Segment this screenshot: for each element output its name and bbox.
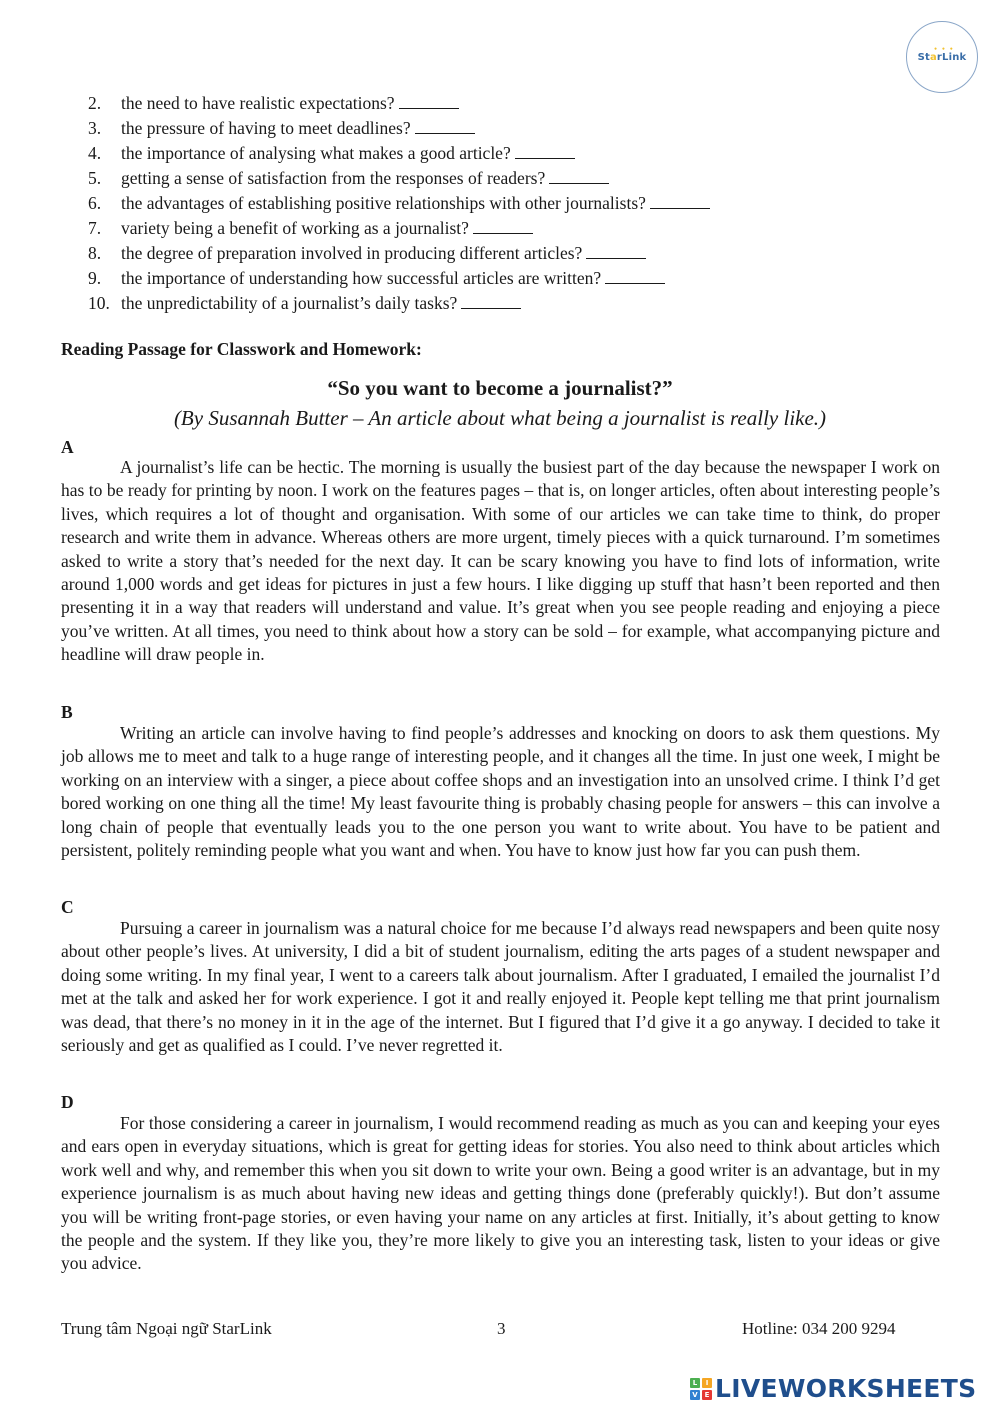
question-number: 5. <box>88 168 102 188</box>
question-number: 4. <box>88 143 102 163</box>
footer-center-name: Trung tâm Ngoại ngữ StarLink <box>61 1319 272 1338</box>
paragraph-label-b: B <box>61 702 73 722</box>
section-heading: Reading Passage for Classwork and Homework: <box>61 339 422 359</box>
question-text: the advantages of establishing positive relationships with other journalists? <box>121 193 646 213</box>
answer-blank[interactable] <box>415 119 475 134</box>
question-number: 7. <box>88 218 102 238</box>
paragraph-label-a: A <box>61 437 74 457</box>
question-text: getting a sense of satisfaction from the responses of readers? <box>121 168 546 188</box>
answer-blank[interactable] <box>605 269 665 284</box>
question-text: the pressure of having to meet deadlines? <box>121 118 411 138</box>
question-item <box>88 116 710 141</box>
answer-blank[interactable] <box>586 244 646 259</box>
question-text: the importance of understanding how successful articles are written? <box>121 268 602 288</box>
question-number: 2. <box>88 93 102 113</box>
article-subtitle: (By Susannah Butter – An article about what being a journalist is really like.) <box>173 406 827 430</box>
footer-hotline: Hotline: 034 200 9294 <box>742 1319 896 1338</box>
question-number: 3. <box>88 118 102 138</box>
logo-text-part: rLink <box>936 51 967 63</box>
question-number: 8. <box>88 243 102 263</box>
page-number: 3 <box>497 1319 506 1338</box>
article-title: “So you want to become a journalist?” <box>327 376 673 400</box>
answer-blank[interactable] <box>515 144 575 159</box>
question-number: 10. <box>88 293 110 313</box>
starlink-logo-text <box>917 45 967 63</box>
question-text: the importance of analysing what makes a good article? <box>121 143 511 163</box>
paragraph-label-c: C <box>61 897 74 917</box>
answer-blank[interactable] <box>473 219 533 234</box>
question-item <box>88 241 710 266</box>
question-list <box>88 91 710 316</box>
question-number: 6. <box>88 193 102 213</box>
paragraph-b: Writing an article can involve having to find people’s addresses and knocking on doors to ask them questions. My job allows me to meet and talk to a huge range of interesting people, and it changes all the time. In just one week, I might be working on an interview with a singer, a piece about coffee shops and an investigation into an unsolved crime. I think I’d get bored working on one thing all the time! My least favourite thing is probably chasing people for answers – this can involve a long chain of people that eventually leads you to the one person you want to write about. You have to be patient and persistent, politely reminding people what you want and when. You have to know just how far you can push them. <box>61 723 940 861</box>
question-item <box>88 166 710 191</box>
question-item <box>88 141 710 166</box>
question-item <box>88 216 710 241</box>
question-text: the need to have realistic expectations? <box>121 93 395 113</box>
logo-text-part: St <box>917 51 930 63</box>
grid-letter: L <box>690 1378 700 1388</box>
starlink-logo <box>906 21 978 93</box>
answer-blank[interactable] <box>650 194 710 209</box>
question-text: the unpredictability of a journalist’s daily tasks? <box>121 293 458 313</box>
answer-blank[interactable] <box>399 94 459 109</box>
paragraph-label-d: D <box>61 1092 74 1112</box>
question-text: variety being a benefit of working as a journalist? <box>121 218 469 238</box>
live-grid-icon <box>690 1378 712 1400</box>
question-item <box>88 91 710 116</box>
answer-blank[interactable] <box>461 294 521 309</box>
paragraph-a: A journalist’s life can be hectic. The morning is usually the busiest part of the day because the newspaper I work on has to be ready for printing by noon. I work on the features pages – that is, on longer articles, often about interesting people’s lives, which requires a lot of thought and organisation. With some of our articles we can take time to think, do proper research and write them in advance. Whereas others are more urgent, timely pieces with a quick turnaround. I’m sometimes asked to write a story that’s needed for the next day. It can be scary knowing you have to find lots of information, write around 1,000 words and get ideas for pictures in just a few hours. I like digging up stuff that hasn’t been reported and then presenting it in a way that readers will understand and value. It’s great when you see people reading and enjoying a piece you’ve written. At all times, you need to think about how a story can be sold – for example, what accompanying picture and headline will draw people in. <box>61 457 940 665</box>
star-dots-icon: • • • <box>933 45 955 53</box>
answer-blank[interactable] <box>549 169 609 184</box>
grid-letter: E <box>702 1390 712 1400</box>
question-item <box>88 291 710 316</box>
question-item <box>88 191 710 216</box>
question-text: the degree of preparation involved in producing different articles? <box>121 243 583 263</box>
grid-letter: V <box>690 1390 700 1400</box>
question-item <box>88 266 710 291</box>
paragraph-c: Pursuing a career in journalism was a natural choice for me because I’d always read newspapers and been quite nosy about other people’s lives. At university, I did a bit of student journalism, editing the arts pages of a student newspaper and doing some writing. In my final year, I went to a careers talk about journalism. After I graduated, I emailed the journalist I’d met at the talk and asked her for work experience. I got it and really enjoyed it. People kept telling me that print journalism was dead, that there’s no money in it in the age of the internet. But I figured that I’d give it a go anyway. I decided to take it seriously and get as qualified as I could. I’ve never regretted it. <box>61 918 940 1056</box>
paragraph-d: For those considering a career in journalism, I would recommend reading as much as you can and keeping your eyes and ears open in everyday situations, which is great for getting ideas for stories. You also need to think about articles which work well and why, and remember this when you sit down to write your own. Being a good writer is an advantage, but in my experience journalism is as much about having new ideas and getting things done (preferably quickly!). But don’t assume you will be writing front-page stories, or even having your name on any articles at first. Initially, it’s about getting to know the people and the system. If they like you, they’re more likely to give you an interesting task, listen to your ideas or give you advice. <box>61 1113 940 1274</box>
logo-star-letter: a <box>929 51 937 63</box>
question-number: 9. <box>88 268 102 288</box>
liveworksheets-text: LIVEWORKSHEETS <box>715 1374 977 1403</box>
grid-letter: I <box>702 1378 712 1388</box>
liveworksheets-logo <box>690 1376 976 1402</box>
